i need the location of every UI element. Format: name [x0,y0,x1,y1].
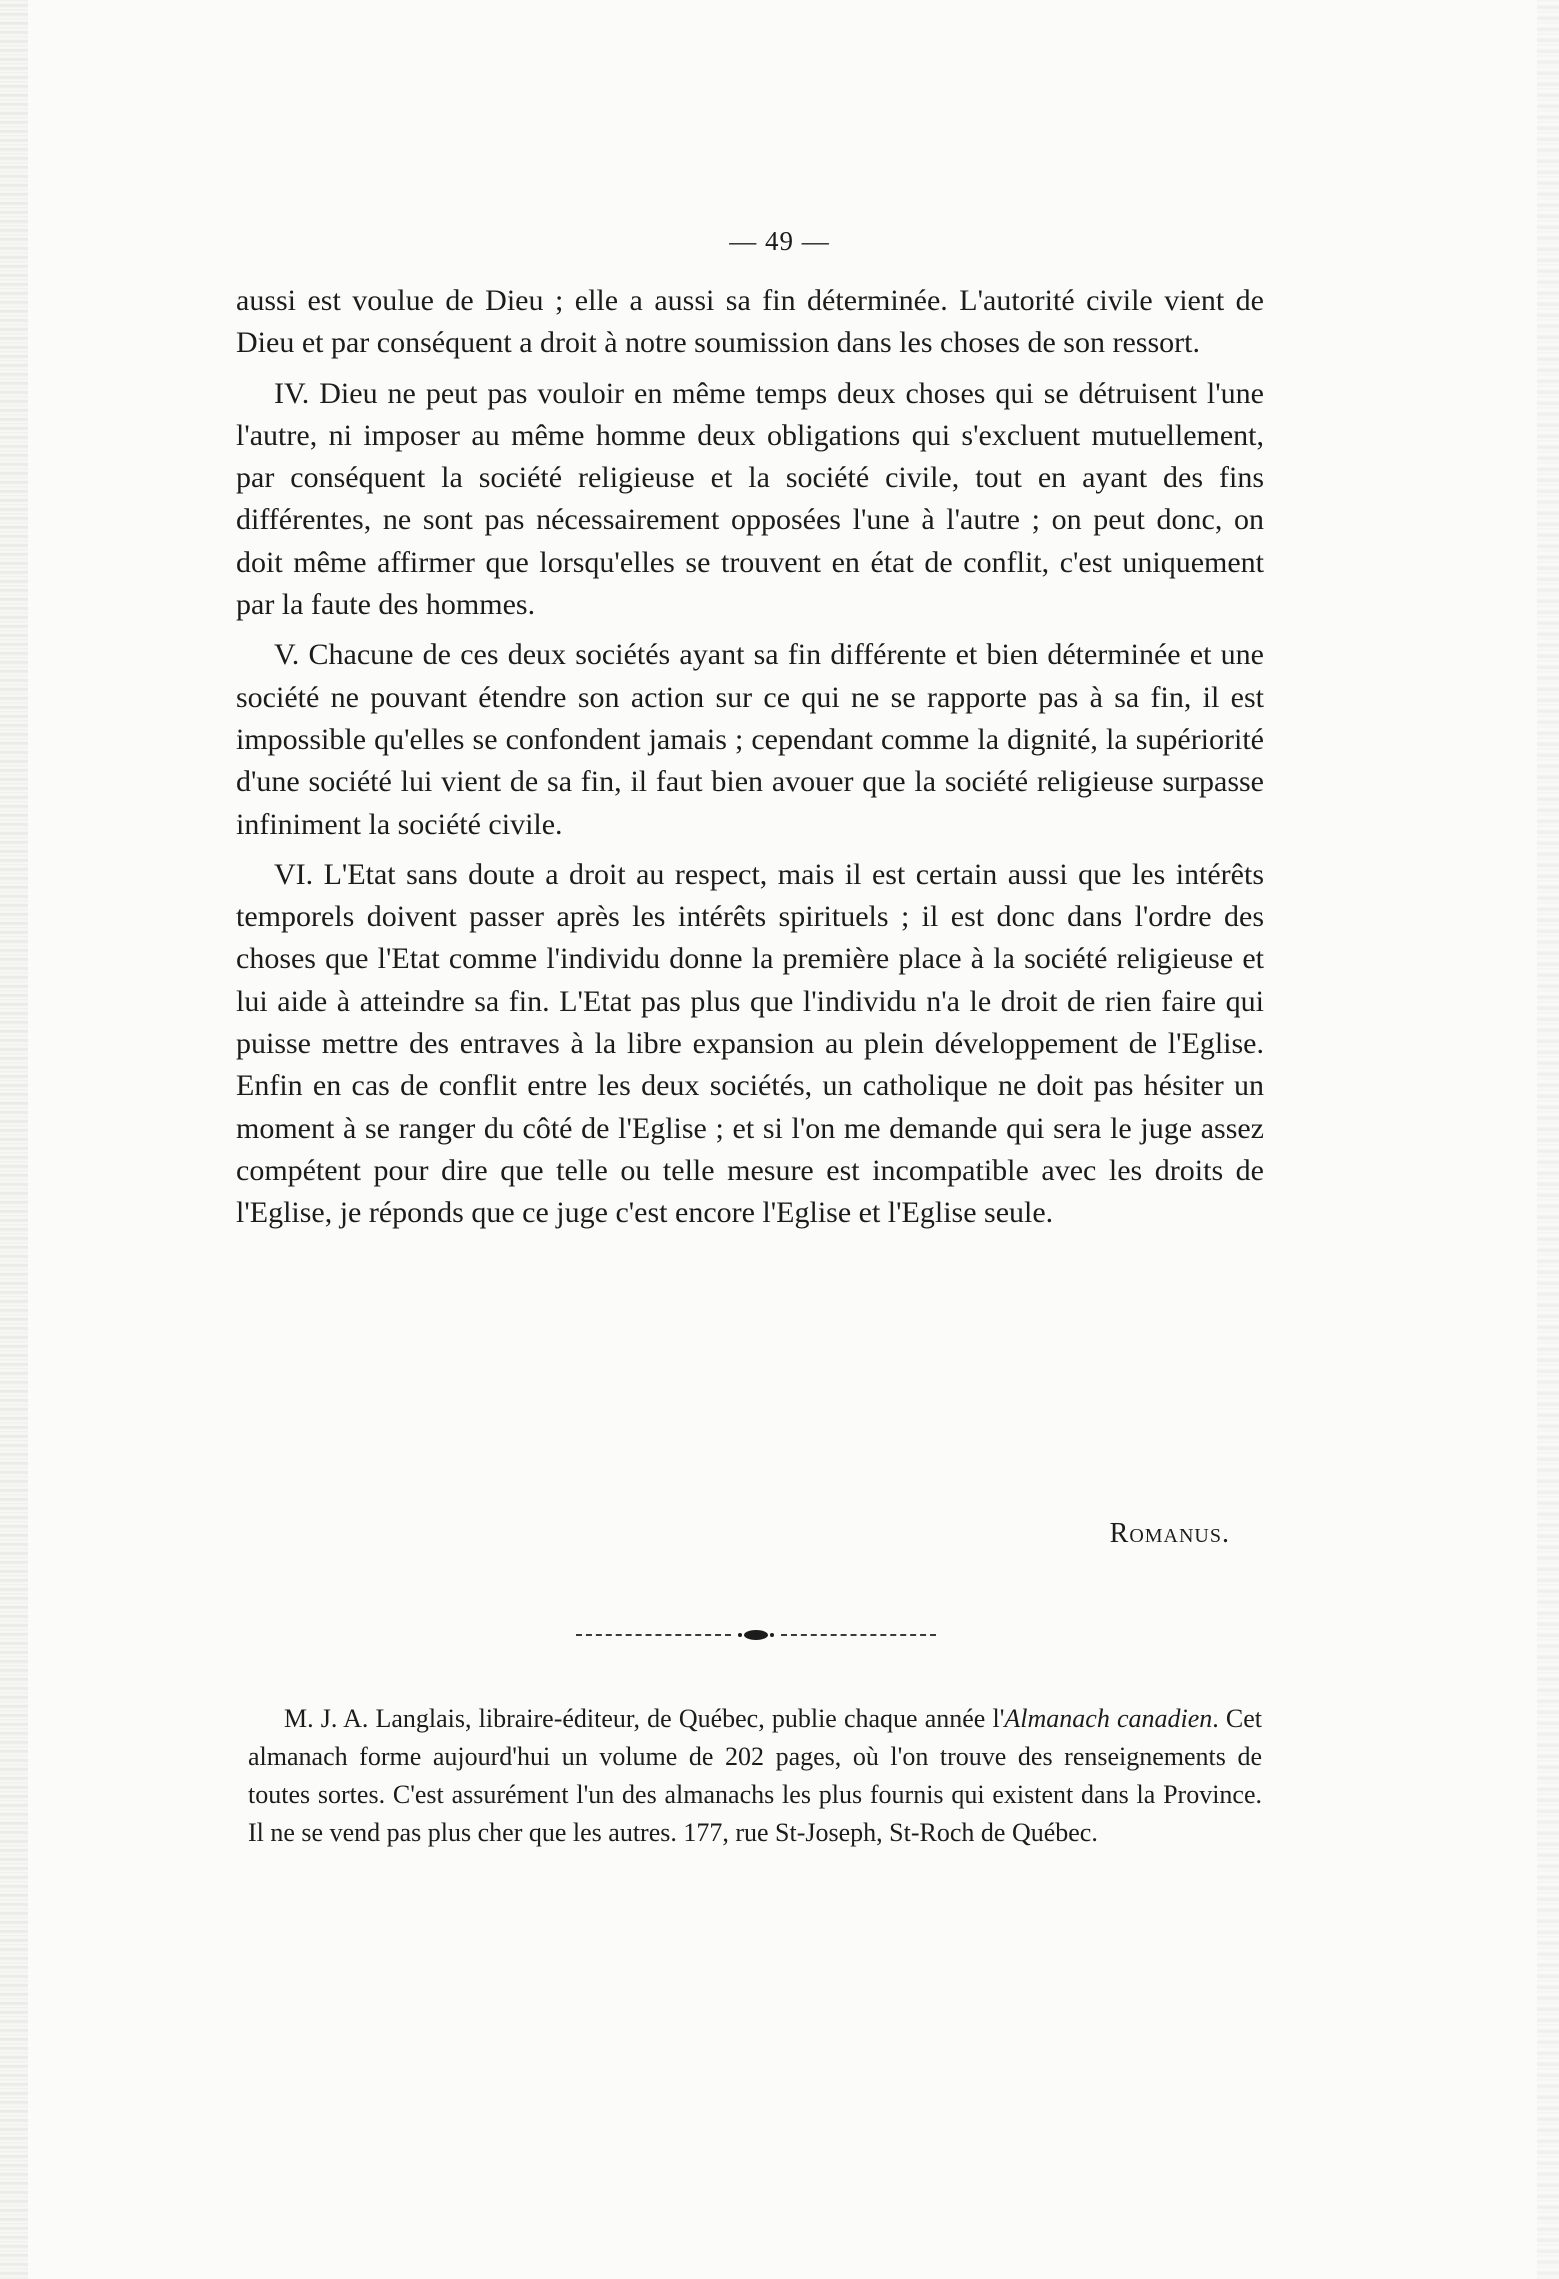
notice-text-start: M. J. A. Langlais, libraire-éditeur, de Québec, publie chaque année l' [284,1704,1005,1733]
author-signature: Romanus. [1109,1518,1230,1549]
paragraph-continuation: aussi est voulue de Dieu ; elle a aussi sa fin déterminée. L'autorité civile vient de Dieu et par conséquent a droit à notre soumission dans les choses de son ressort. [236,284,1264,360]
scan-edge-right [1537,0,1559,2279]
notice-almanac-title: Almanach canadien [1004,1704,1213,1733]
publisher-notice [248,1700,1262,1852]
divider-line-left [576,1634,731,1636]
section-divider [576,1628,936,1642]
article-body [236,280,1264,1243]
notice-paragraph [248,1700,1262,1852]
notice-text-end: . Cet almanach forme aujourd'hui un volume de 202 pages, où l'on trouve des renseignements de toutes sortes. C'est assurément l'un des almanachs les plus fournis qui existent dans la Province. Il ne se vend pas plus cher que les autres. 177, rue St-Joseph, St-Roch de Québec. [248,1704,1262,1847]
divider-line-right [781,1634,936,1636]
paragraph-iv: IV. Dieu ne peut pas vouloir en même temps deux choses qui se détruisent l'une l'autre, ni imposer au même homme deux obligations qui s'excluent mutuellement, par conséquent la société religieuse et la société civile, tout en ayant des fins différentes, ne sont pas nécessairement opposées l'une à l'autre ; on peut donc, on doit même affirmer que lorsqu'elles se trouvent en état de conflit, c'est uniquement par la faute des hommes. [236,376,1264,622]
paragraph-vi: VI. L'Etat sans doute a droit au respect, mais il est certain aussi que les intérêts temporels doivent passer après les intérêts spirituels ; il est donc dans l'ordre des choses que l'Etat comme l'individu donne la première place à la société religieuse et lui aide à atteindre sa fin. L'Etat pas plus que l'individu n'a le droit de rien faire qui puisse mettre des entraves à la libre expansion au plein développement de l'Eglise. Enfin en cas de conflit entre les deux sociétés, un catholique ne doit pas hésiter un moment à se ranger du côté de l'Eglise ; et si l'on me demande qui sera le juge assez compétent pour dire que telle ou telle mesure est incompatible avec les droits de l'Eglise, je réponds que ce juge c'est encore l'Eglise et l'Eglise seule. [236,857,1264,1230]
scan-edge-left [0,0,28,2279]
divider-ornament-icon [736,1628,776,1642]
paragraph-v: V. Chacune de ces deux sociétés ayant sa fin différente et bien déterminée et une société ne pouvant étendre son action sur ce qui ne se rapporte pas à sa fin, il est impossible qu'elles se confondent jamais ; cependant comme la dignité, la supériorité d'une société lui vient de sa fin, il faut bien avouer que la société religieuse surpasse infiniment la société civile. [236,638,1264,841]
page-number: — 49 — [729,226,830,256]
